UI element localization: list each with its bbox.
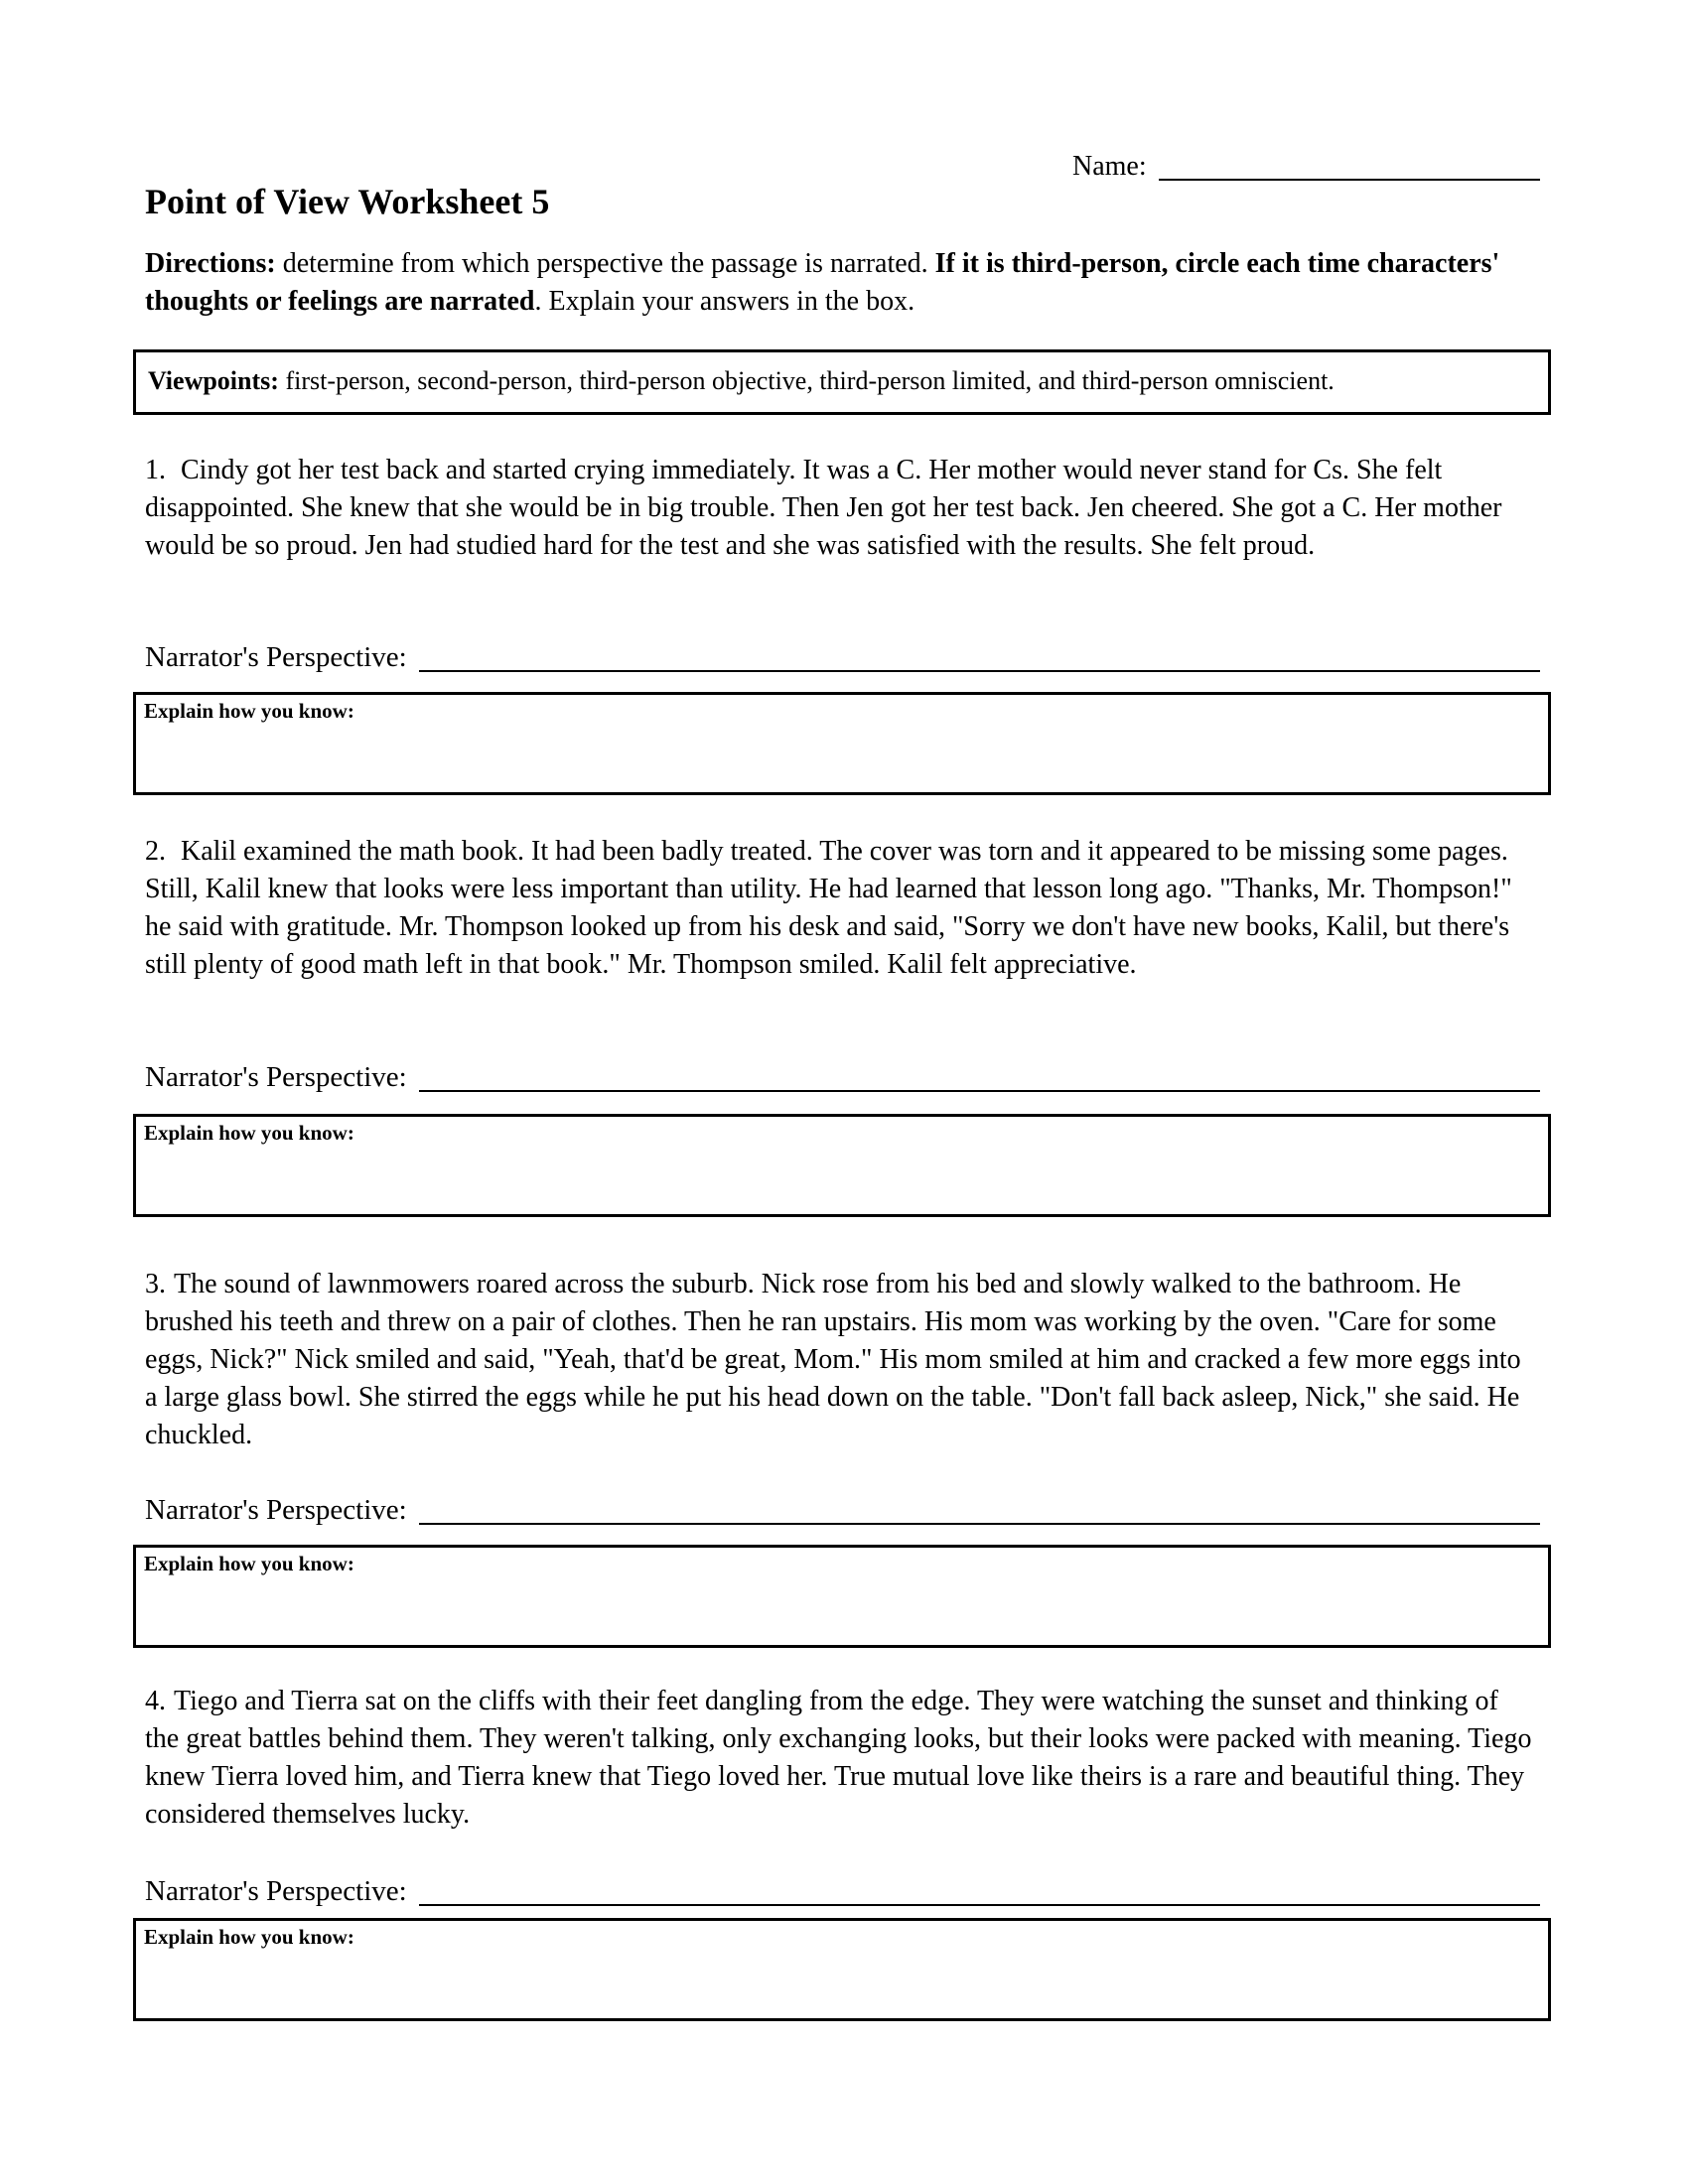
passage-1-text: Cindy got her test back and started crying immediately. It was a C. Her mother would never stand for Cs. She felt disappointed. She knew that she would be in big trouble. Then Jen got her test back. Jen cheered. She got a C. Her mother would be so proud. Jen had studied hard for the test and she was satisfied with the results. She felt proud.	[145, 455, 1502, 561]
passage-2-number: 2.	[145, 836, 166, 867]
narrator-perspective-label-4: Narrator's Perspective:	[145, 1875, 407, 1907]
explain-box-1[interactable]	[133, 692, 1551, 795]
passage-1-number: 1.	[145, 455, 166, 485]
narrator-perspective-row-4	[145, 1869, 1540, 1909]
narrator-perspective-blank-2[interactable]	[419, 1090, 1540, 1092]
explain-box-4[interactable]	[133, 1918, 1551, 2021]
explain-label-3: Explain how you know:	[144, 1552, 354, 1575]
name-row	[1072, 149, 1540, 183]
passage-4	[145, 1683, 1533, 1834]
narrator-perspective-label-1: Narrator's Perspective:	[145, 641, 407, 673]
viewpoints-label: Viewpoints:	[148, 366, 279, 395]
passage-3-number: 3.	[145, 1269, 166, 1299]
name-label: Name:	[1072, 151, 1147, 182]
explain-box-2[interactable]	[133, 1114, 1551, 1217]
viewpoints-list: first-person, second-person, third-person objective, third-person limited, and third-person omniscient.	[278, 366, 1335, 395]
passage-2-text: Kalil examined the math book. It had been badly treated. The cover was torn and it appeared to be missing some pages. Still, Kalil knew that looks were less important than utility. He had learned that lesson long ago. "Thanks, Mr. Thompson!" he said with gratitude. Mr. Thompson looked up from his desk and said, "Sorry we don't have new books, Kalil, but there's still plenty of good math left in that book." Mr. Thompson smiled. Kalil felt appreciative.	[145, 836, 1512, 980]
passage-2	[145, 833, 1533, 984]
narrator-perspective-label-3: Narrator's Perspective:	[145, 1494, 407, 1526]
directions-text-1: determine from which perspective the passage is narrated.	[275, 248, 935, 279]
narrator-perspective-row-3	[145, 1488, 1540, 1528]
narrator-perspective-blank-3[interactable]	[419, 1523, 1540, 1525]
narrator-perspective-blank-1[interactable]	[419, 670, 1540, 672]
passage-3-text: The sound of lawnmowers roared across the suburb. Nick rose from his bed and slowly walked to the bathroom. He brushed his teeth and threw on a pair of clothes. Then he ran upstairs. His mom was working by the oven. "Care for some eggs, Nick?" Nick smiled and said, "Yeah, that'd be great, Mom." His mom smiled at him and cracked a few more eggs into a large glass bowl. She stirred the eggs while he put his head down on the table. "Don't fall back asleep, Nick," she said. He chuckled.	[145, 1269, 1521, 1450]
page-title: Point of View Worksheet 5	[145, 182, 550, 221]
explain-label-1: Explain how you know:	[144, 699, 354, 723]
explain-box-3[interactable]	[133, 1545, 1551, 1648]
directions-bold-text: If it is third-person, circle each time characters' thoughts or feelings are narrated	[145, 248, 1500, 317]
passage-4-number: 4.	[145, 1686, 166, 1716]
narrator-perspective-row-2	[145, 1055, 1540, 1095]
viewpoints-box	[133, 349, 1551, 415]
explain-label-2: Explain how you know:	[144, 1121, 354, 1145]
name-blank-line[interactable]	[1159, 179, 1540, 181]
passage-4-text: Tiego and Tierra sat on the cliffs with their feet dangling from the edge. They were watching the sunset and thinking of the great battles behind them. They weren't talking, only exchanging looks, but their looks were packed with meaning. Tiego knew Tierra loved him, and Tierra knew that Tiego loved her. True mutual love like theirs is a rare and beautiful thing. They considered themselves lucky.	[145, 1686, 1532, 1830]
directions	[145, 245, 1533, 321]
narrator-perspective-row-1	[145, 635, 1540, 675]
explain-label-4: Explain how you know:	[144, 1925, 354, 1949]
narrator-perspective-blank-4[interactable]	[419, 1904, 1540, 1906]
directions-text-2: . Explain your answers in the box.	[534, 286, 915, 317]
passage-1	[145, 452, 1533, 565]
directions-label: Directions:	[145, 248, 276, 279]
narrator-perspective-label-2: Narrator's Perspective:	[145, 1061, 407, 1093]
passage-3	[145, 1266, 1533, 1454]
